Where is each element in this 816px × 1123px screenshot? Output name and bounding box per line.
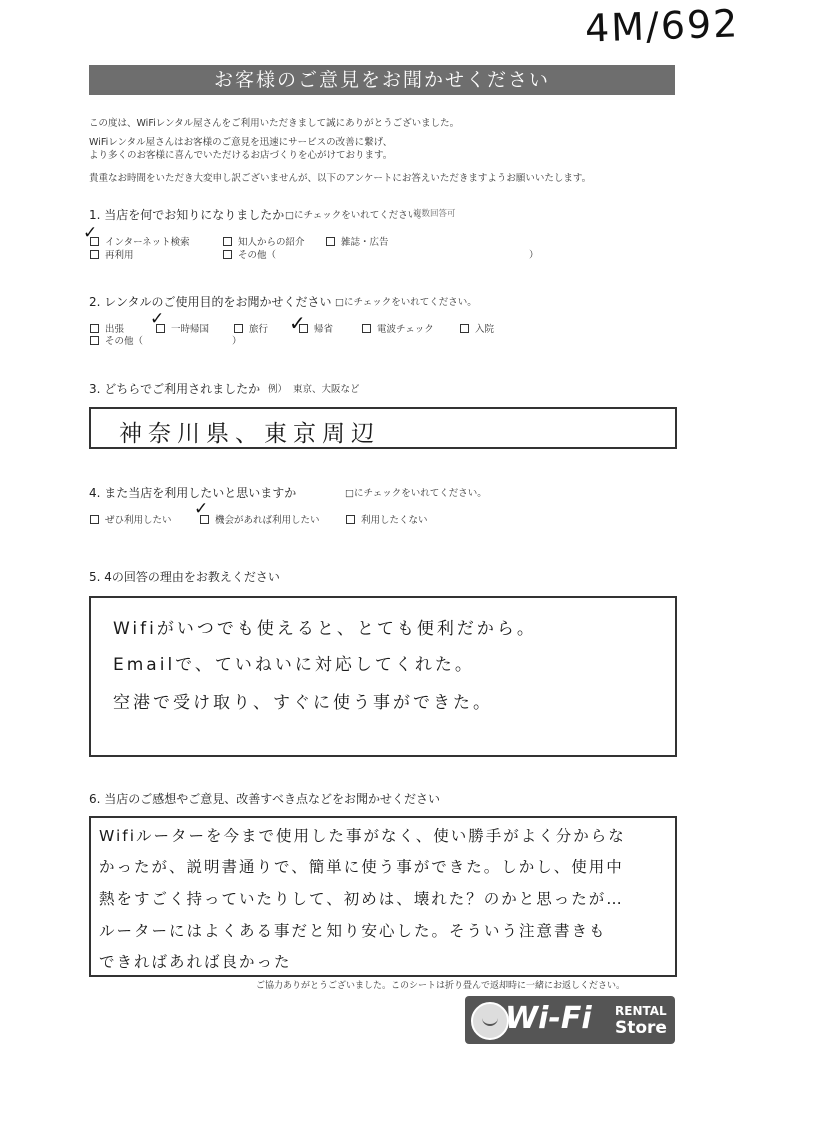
checkbox[interactable] — [90, 336, 99, 345]
q6-answer-line-3: 熱をすごく持っていたりして、初めは、壊れた？のかと思ったが… — [99, 890, 624, 908]
q3-title: 3. どちらでご利用されましたか — [89, 382, 261, 396]
q2-option-homecoming[interactable]: 帰省 — [299, 321, 333, 335]
q4-title: 4. また当店を利用したいと思いますか — [89, 486, 297, 500]
q5-answer-field[interactable] — [89, 596, 677, 757]
q5-answer-line-1: Wifiがいつでも使えると、とても便利だから。 — [113, 619, 537, 639]
checkbox[interactable] — [90, 324, 99, 333]
checkbox[interactable] — [223, 237, 232, 246]
q5-answer-line-3: 空港で受け取り、すぐに使う事ができた。 — [113, 693, 493, 713]
logo-wifi-text: Wi-Fi — [505, 1001, 592, 1036]
checkmark-icon: ✓ — [83, 223, 98, 243]
q2-option-hospital[interactable]: 入院 — [460, 321, 494, 335]
q2-option-travel[interactable]: 旅行 — [234, 321, 268, 335]
q4-option-definitely[interactable]: ぜひ利用したい — [90, 512, 172, 526]
q5-answer-line-2: Emailで、ていねいに対応してくれた。 — [113, 655, 475, 675]
intro-line-4: 貴重なお時間をいただき大変申し訳ございませんが、以下のアンケートにお答えいただきますようお願いいたします。 — [89, 173, 592, 184]
intro-line-3: より多くのお客様に喜んでいただけるお店づくりを心がけております。 — [89, 150, 393, 161]
q5-title: 5. 4の回答の理由をお教えください — [89, 570, 280, 584]
checkbox[interactable] — [223, 250, 232, 259]
q4-note: □にチェックをいれてください。 — [345, 488, 487, 499]
title-banner — [89, 65, 675, 95]
q1-option-internet[interactable]: インターネット検索 — [90, 234, 190, 248]
logo-rental-text: RENTAL — [615, 1004, 667, 1018]
q1-option-referral[interactable]: 知人からの紹介 — [223, 234, 305, 248]
q2-option-temp-return[interactable]: 一時帰国 — [156, 321, 209, 335]
q2-other-close-paren: ） — [232, 336, 242, 347]
form-number: 4M/692 — [584, 1, 741, 51]
q6-title: 6. 当店のご感想やご意見、改善すべき点などをお聞かせください — [89, 792, 441, 806]
q1-note-multi: 複数回答可 — [413, 209, 456, 219]
checkbox[interactable] — [326, 237, 335, 246]
intro-line-2: WiFiレンタル屋さんはお客様のご意見を迅速にサービスの改善に繋げ、 — [89, 137, 393, 148]
wifi-rental-store-logo — [465, 996, 675, 1044]
checkmark-icon: ✓ — [150, 309, 165, 329]
q2-option-business[interactable]: 出張 — [90, 321, 124, 335]
q1-option-magazine[interactable]: 雑誌・広告 — [326, 234, 389, 248]
checkmark-icon: ✓ — [194, 499, 209, 519]
q1-option-other[interactable]: その他（ — [223, 247, 276, 261]
checkmark-icon: ✓ — [289, 311, 306, 335]
intro-line-1: この度は、WiFiレンタル屋さんをご利用いただきまして誠にありがとうございました。 — [89, 118, 460, 129]
logo-store-text: Store — [615, 1018, 667, 1038]
q4-option-no[interactable]: 利用したくない — [346, 512, 428, 526]
q1-other-close-paren: ） — [529, 250, 539, 261]
q1-note: □にチェックをいれてください。 — [285, 210, 427, 221]
checkbox[interactable] — [460, 324, 469, 333]
footer-note: ご協力ありがとうございました。このシートは折り畳んで返却時に一緒にお返しください。 — [256, 981, 626, 991]
q3-example-label: 例） — [268, 384, 288, 395]
page-title: お客様のご意見をお聞かせください — [213, 69, 550, 91]
checkbox[interactable] — [90, 515, 99, 524]
q6-answer-line-5: できればあれば良かった — [99, 953, 292, 971]
q3-answer-text: 神奈川県、東京周辺 — [119, 421, 380, 447]
q1-title: 1. 当店を何でお知りになりましたか — [89, 208, 285, 222]
q2-option-signal-check[interactable]: 電波チェック — [362, 321, 434, 335]
q6-answer-line-1: Wifiルーターを今まで使用した事がなく、使い勝手がよく分からな — [99, 827, 626, 845]
checkbox[interactable] — [346, 515, 355, 524]
q6-answer-field[interactable] — [89, 816, 677, 977]
checkbox[interactable] — [362, 324, 371, 333]
q3-answer-field[interactable] — [89, 407, 677, 449]
q6-answer-line-2: かったが、説明書通りで、簡単に使う事ができた。しかし、使用中 — [99, 858, 624, 876]
q2-option-other[interactable]: その他（ — [90, 333, 143, 347]
q6-answer-line-4: ルーターにはよくある事だと知り安心した。そういう注意書きも — [99, 922, 607, 940]
mascot-icon — [471, 1002, 509, 1040]
q3-example: 東京、大阪など — [293, 384, 360, 395]
q4-option-if-opportunity[interactable]: 機会があれば利用したい — [200, 512, 320, 526]
q2-title: 2. レンタルのご使用目的をお聞かせください — [89, 295, 332, 309]
q2-note: □にチェックをいれてください。 — [335, 297, 477, 308]
q1-option-reuse[interactable]: 再利用 — [90, 247, 134, 261]
checkbox[interactable] — [90, 250, 99, 259]
checkbox[interactable] — [234, 324, 243, 333]
